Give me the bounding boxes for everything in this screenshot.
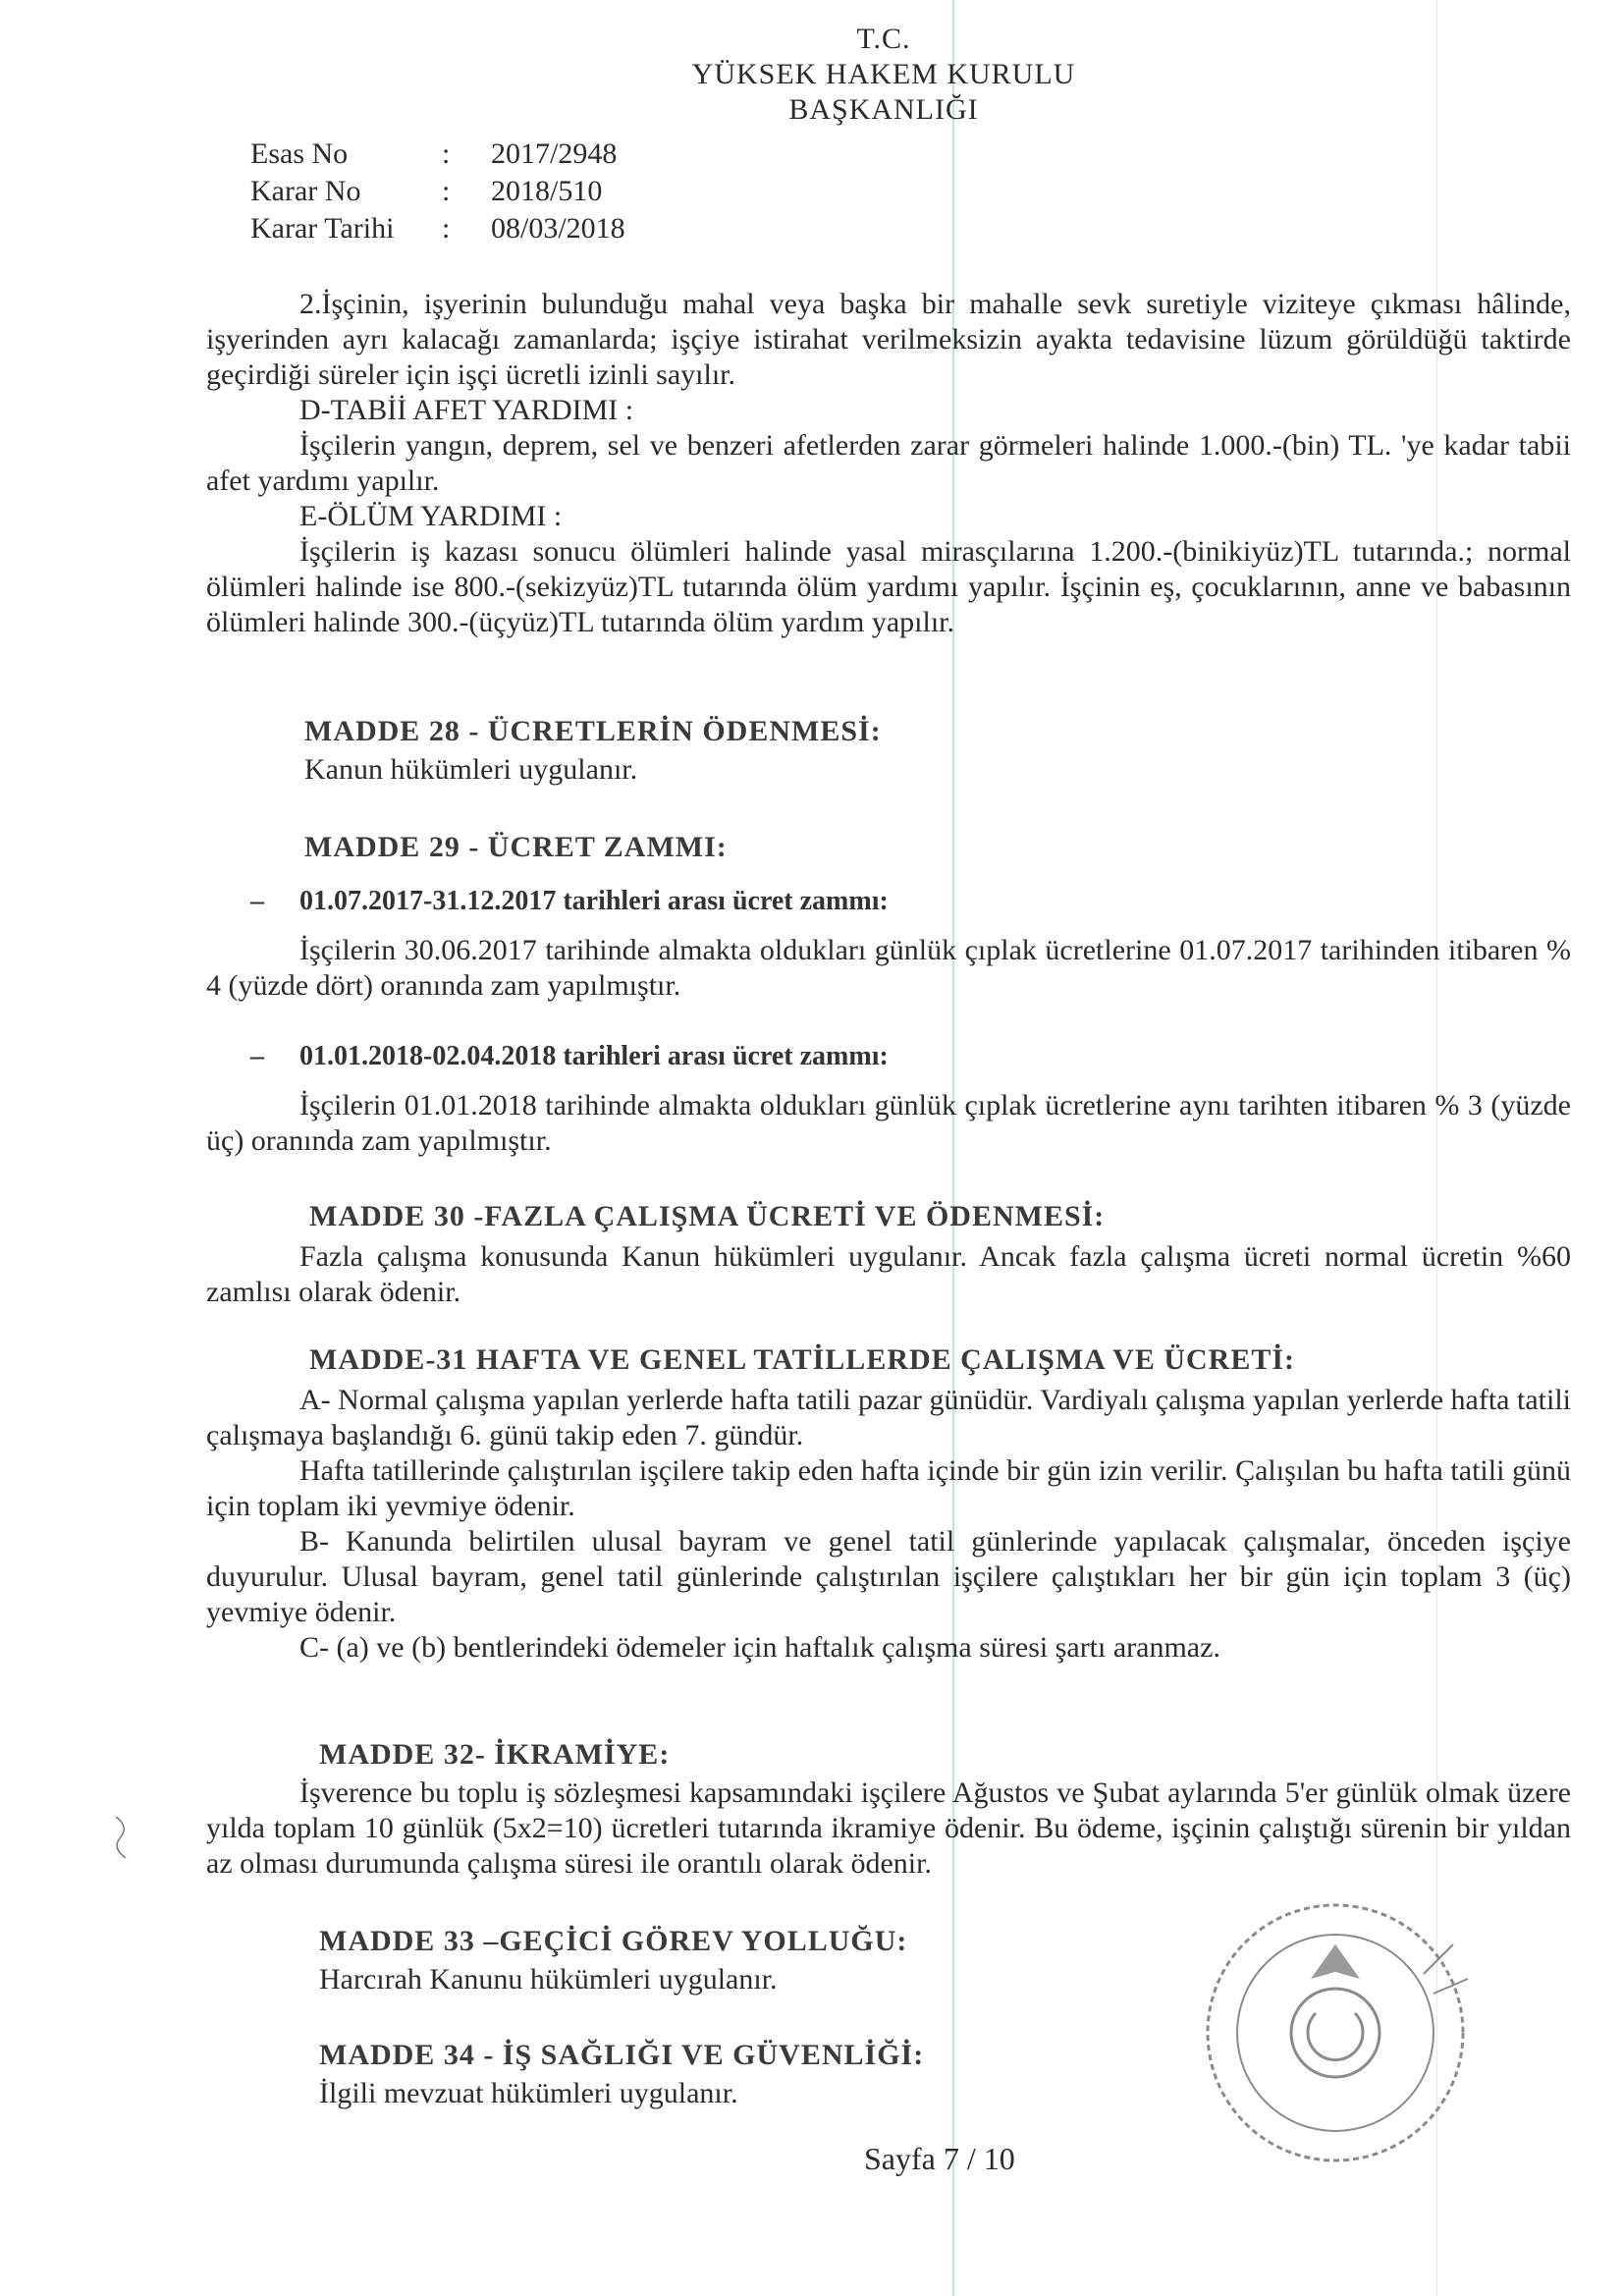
meta-label: Karar No [250, 175, 361, 207]
madde-29-title: MADDE 29 - ÜCRET ZAMMI: [304, 831, 728, 863]
dash-bullet: – [250, 1041, 264, 1071]
madde-33-title: MADDE 33 –GEÇİCİ GÖREV YOLLUĞU: [319, 1925, 908, 1957]
madde-29-item-2-title [250, 1041, 889, 1072]
meta-label: Esas No [250, 137, 349, 170]
item-title: 01.01.2018-02.04.2018 tarihleri arası ücret zammı: [299, 1041, 889, 1071]
section-1 [206, 287, 1571, 640]
paragraph: C- (a) ve (b) bentlerindeki ödemeler için haftalık çalışma süresi şartı aranmaz. [299, 1631, 1220, 1664]
document-header [619, 22, 1149, 128]
madde-30-text [206, 1239, 1571, 1310]
header-line-3: BAŞKANLIĞI [788, 93, 979, 126]
meta-colon: : [442, 175, 451, 207]
madde-28-title: MADDE 28 - ÜCRETLERİN ÖDENMESİ: [304, 715, 882, 747]
paragraph: İşçilerin 01.01.2018 tarihinde almakta oldukları günlük çıplak ücretlerine aynı tarihten itibaren % 3 (yüzde üç) oranında zam yapılmıştır. [206, 1089, 1571, 1157]
madde-32-text [206, 1776, 1571, 1882]
meta-label: Karar Tarihi [250, 212, 395, 245]
madde-29-item-2-text [206, 1088, 1571, 1159]
madde-34-text: İlgili mevzuat hükümleri uygulanır. [319, 2077, 738, 2109]
madde-33-text: Harcırah Kanunu hükümleri uygulanır. [319, 1963, 778, 1995]
meta-row-tarih [250, 210, 625, 247]
paragraph: İşverence bu toplu iş sözleşmesi kapsamındaki işçilere Ağustos ve Şubat aylarında 5'er günlük olmak üzere yılda toplam 10 günlük (5x2=10) ücretleri tutarında ikramiye ödenir. Bu ödeme, işçinin çalıştığı sürenin bir yıldan az olması durumunda çalışma süresi ile orantılı olarak ödenir. [206, 1777, 1571, 1880]
subsection-title: E-ÖLÜM YARDIMI : [299, 500, 563, 532]
case-meta [250, 136, 625, 247]
header-line-2: YÜKSEK HAKEM KURULU [691, 58, 1076, 90]
subsection-title: D-TABİİ AFET YARDIMI : [299, 394, 634, 426]
page-number: Sayfa 7 / 10 [864, 2141, 1015, 2176]
official-stamp-icon [1188, 1886, 1483, 2180]
meta-row-karar [250, 173, 625, 210]
madde-32-title: MADDE 32- İKRAMİYE: [319, 1738, 671, 1771]
meta-value: 08/03/2018 [491, 212, 625, 245]
paragraph: İşçilerin yangın, deprem, sel ve benzeri afetlerden zarar görmeleri halinde 1.000.-(bin) TL. 'ye kadar tabii afet yardımı yapılır. [206, 429, 1571, 497]
madde-31-text [206, 1383, 1571, 1666]
meta-row-esas [250, 136, 625, 173]
madde-29-item-1-text [206, 933, 1571, 1004]
item-title: 01.07.2017-31.12.2017 tarihleri arası ücret zammı: [299, 886, 889, 916]
madde-34-title: MADDE 34 - İŞ SAĞLIĞI VE GÜVENLİĞİ: [319, 2039, 925, 2071]
madde-29-item-1-title [250, 886, 889, 917]
paragraph: B- Kanunda belirtilen ulusal bayram ve genel tatil günlerinde yapılacak çalışmalar, önceden işçiye duyurulur. Ulusal bayram, genel tatil günlerinde çalıştırılan işçilere çalıştıkları her bir gün için toplam 3 (üç) yevmiye ödenir. [206, 1525, 1571, 1628]
dash-bullet: – [250, 886, 264, 916]
paragraph: 2.İşçinin, işyerinin bulunduğu mahal veya başka bir mahalle sevk suretiyle viziteye çıkması hâlinde, işyerinden ayrı kalacağı zamanlarda; işçiye istirahat verilmeksizin ayakta tedavisine lüzum görüldüğü taktirde geçirdiği süreler için işçi ücretli izinli sayılır. [206, 288, 1571, 391]
madde-30-title: MADDE 30 -FAZLA ÇALIŞMA ÜCRETİ VE ÖDENMESİ: [309, 1200, 1106, 1232]
meta-colon: : [442, 137, 451, 170]
meta-value: 2018/510 [491, 175, 603, 207]
header-line-1: T.C. [856, 23, 911, 55]
madde-28-text: Kanun hükümleri uygulanır. [304, 753, 638, 786]
paragraph: İşçilerin iş kazası sonucu ölümleri halinde yasal mirasçılarına 1.200.-(binikiyüz)TL tutarında.; normal ölümleri halinde ise 800.-(sekizyüz)TL tutarında ölüm yardımı yapılır. İşçinin eş, çocuklarının, anne ve babasının ölümleri halinde 300.-(üçyüz)TL tutarında ölüm yardım yapılır. [206, 535, 1571, 638]
paragraph: Hafta tatillerinde çalıştırılan işçilere takip eden hafta içinde bir gün izin verilir. Çalışılan bu hafta tatili günü için toplam iki yevmiye ödenir. [206, 1454, 1571, 1522]
paragraph: İşçilerin 30.06.2017 tarihinde almakta oldukları günlük çıplak ücretlerine 01.07.2017 tarihinden itibaren % 4 (yüzde dört) oranında zam yapılmıştır. [206, 934, 1571, 1002]
meta-colon: : [442, 212, 451, 245]
paragraph: A- Normal çalışma yapılan yerlerde hafta tatili pazar günüdür. Vardiyalı çalışma yapılan yerlerde hafta tatili çalışmaya başlandığı 6. günü takip eden 7. gündür. [206, 1384, 1571, 1451]
meta-value: 2017/2948 [491, 137, 618, 170]
madde-31-title: MADDE-31 HAFTA VE GENEL TATİLLERDE ÇALIŞMA VE ÜCRETİ: [309, 1343, 1296, 1376]
paragraph: Fazla çalışma konusunda Kanun hükümleri uygulanır. Ancak fazla çalışma ücreti normal ücretin %60 zamlısı olarak ödenir. [206, 1240, 1571, 1308]
pen-mark-icon [108, 1807, 147, 1866]
